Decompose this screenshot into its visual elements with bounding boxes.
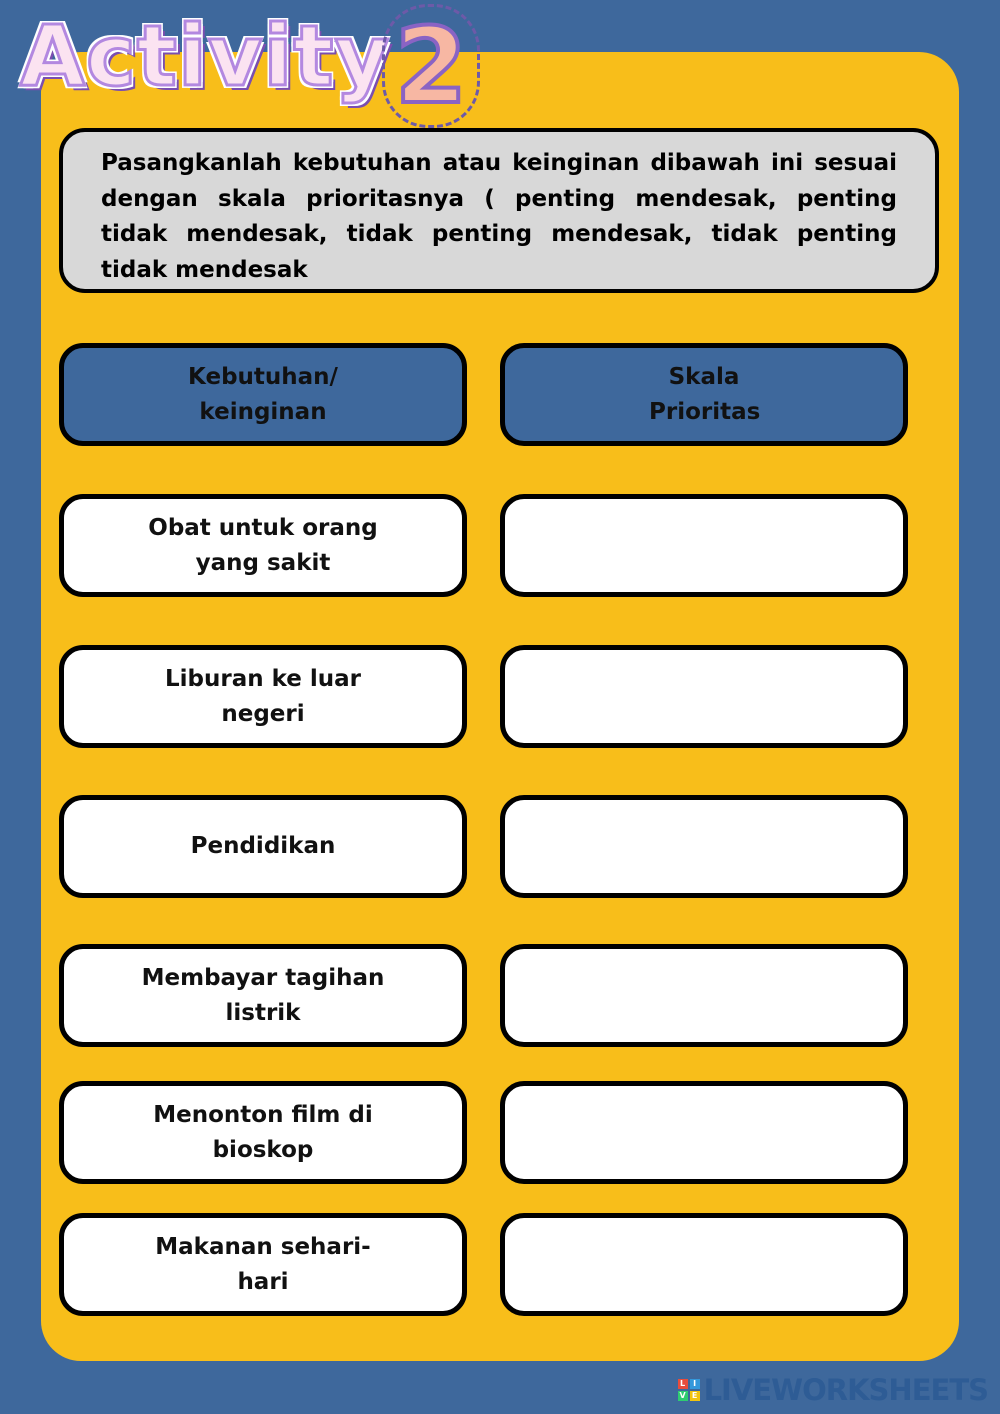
answer-drop-slot[interactable] bbox=[500, 795, 908, 898]
answer-drop-slot[interactable] bbox=[500, 1081, 908, 1184]
header-needs-wants bbox=[59, 343, 467, 446]
liveworksheets-logo-icon bbox=[678, 1379, 700, 1401]
activity-title bbox=[12, 0, 482, 135]
item-label: Obat untuk orang yang sakit bbox=[148, 514, 378, 576]
instructions-box: Pasangkanlah kebutuhan atau keinginan dibawah ini sesuai dengan skala prioritasnya ( penting mendesak, penting tidak mendesak, tidak penting mendesak, tidak penting tidak mendesak bbox=[59, 128, 939, 293]
item-box bbox=[59, 645, 467, 748]
item-box bbox=[59, 1213, 467, 1316]
header-priority-scale-label: Skala Prioritas bbox=[649, 363, 761, 425]
item-label: Pendidikan bbox=[190, 833, 336, 859]
answer-drop-slot[interactable] bbox=[500, 1213, 908, 1316]
item-box bbox=[59, 494, 467, 597]
logo-letter: V bbox=[679, 1391, 686, 1400]
item-label: Membayar tagihan listrik bbox=[141, 964, 385, 1026]
item-box bbox=[59, 1081, 467, 1184]
item-box bbox=[59, 944, 467, 1047]
item-label: Menonton film di bioskop bbox=[153, 1101, 373, 1163]
liveworksheets-footer bbox=[678, 1372, 988, 1408]
logo-letter: I bbox=[690, 1379, 700, 1389]
activity-number-badge: 2 bbox=[382, 4, 480, 128]
answer-drop-slot[interactable] bbox=[500, 645, 908, 748]
item-label: Makanan sehari-hari bbox=[155, 1233, 371, 1295]
answer-drop-slot[interactable] bbox=[500, 494, 908, 597]
header-priority-scale bbox=[500, 343, 908, 446]
logo-letter: E bbox=[690, 1391, 700, 1401]
logo-letter: L bbox=[678, 1379, 688, 1389]
liveworksheets-brand[interactable]: LIVEWORKSHEETS bbox=[703, 1373, 988, 1407]
activity-title-word: Activity bbox=[20, 7, 391, 105]
item-label: Liburan ke luar negeri bbox=[164, 665, 362, 727]
answer-drop-slot[interactable] bbox=[500, 944, 908, 1047]
header-needs-wants-label: Kebutuhan/ keinginan bbox=[188, 363, 338, 425]
item-box bbox=[59, 795, 467, 898]
